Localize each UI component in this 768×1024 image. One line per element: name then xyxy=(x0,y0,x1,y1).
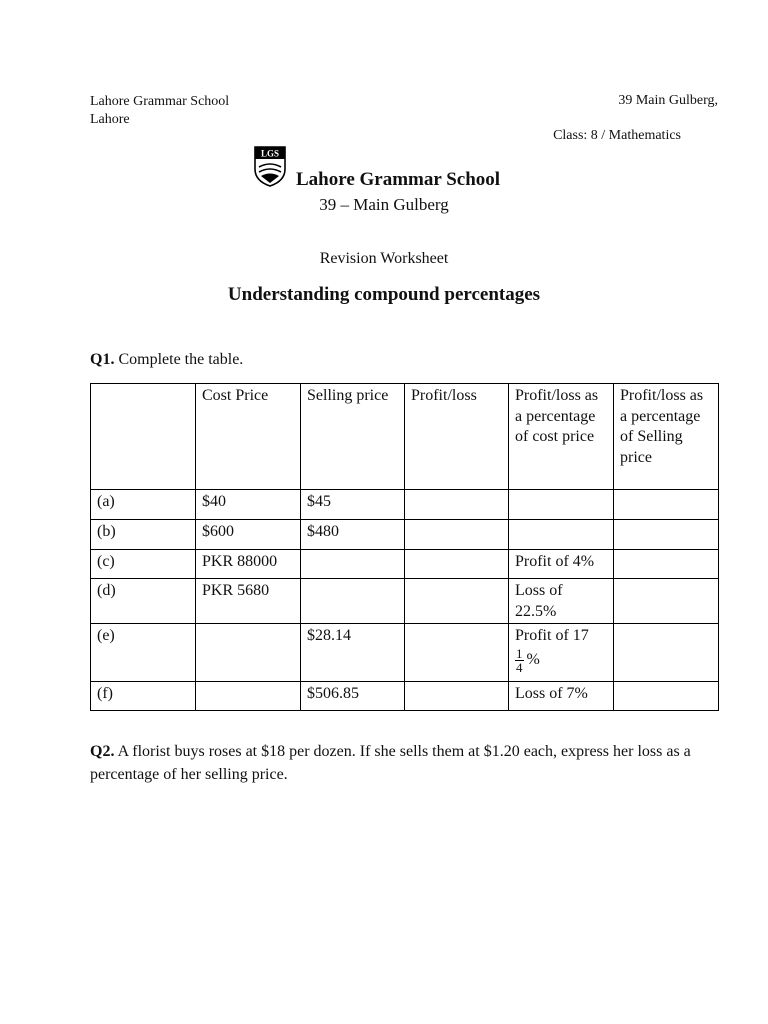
table-cell xyxy=(405,490,509,520)
table-cell: $506.85 xyxy=(301,682,405,711)
table-cell xyxy=(405,520,509,550)
table-cell: $40 xyxy=(196,490,301,520)
fraction-value xyxy=(515,647,607,674)
fraction xyxy=(515,647,524,674)
table-cell: (a) xyxy=(91,490,196,520)
question-1 xyxy=(90,351,243,369)
profit-loss-table xyxy=(90,383,719,711)
school-name: Lahore Grammar School xyxy=(296,169,501,190)
table-cell xyxy=(614,520,719,550)
table-cell: PKR 5680 xyxy=(196,579,301,624)
table-cell xyxy=(405,682,509,711)
table-cell: PKR 88000 xyxy=(196,550,301,579)
header-cell: Profit/loss as a percentage of Selling price xyxy=(614,384,719,490)
table-cell xyxy=(614,682,719,711)
table-cell xyxy=(614,490,719,520)
header-cell xyxy=(91,384,196,490)
table-cell: $28.14 xyxy=(301,624,405,682)
table-header-row xyxy=(91,384,719,490)
table-row xyxy=(91,490,719,520)
table-cell xyxy=(509,624,614,682)
header-cell: Profit/loss as a percentage of cost price xyxy=(509,384,614,490)
logo-text: LGS xyxy=(260,148,280,159)
table-cell xyxy=(405,550,509,579)
table-row xyxy=(91,624,719,682)
header-school-name: Lahore Grammar School xyxy=(90,94,230,109)
table-cell xyxy=(614,550,719,579)
table-cell: Profit of 4% xyxy=(509,550,614,579)
table-cell xyxy=(509,520,614,550)
table-cell xyxy=(301,550,405,579)
class-info: Class: 8 / Mathematics xyxy=(553,128,681,143)
fraction-suffix: % xyxy=(526,650,540,668)
table-cell xyxy=(405,579,509,624)
table-cell: Loss of 7% xyxy=(509,682,614,711)
header-cell: Cost Price xyxy=(196,384,301,490)
table-cell xyxy=(196,682,301,711)
header-address: 39 Main Gulberg, xyxy=(618,93,718,108)
table-cell xyxy=(614,624,719,682)
question-2-text: A florist buys roses at $18 per dozen. If she sells them at $1.20 each, express her loss as a percentage of her selling price. xyxy=(90,743,691,783)
school-crest-icon xyxy=(253,145,287,187)
worksheet-title: Understanding compound percentages xyxy=(227,284,541,305)
table-row xyxy=(91,520,719,550)
question-2 xyxy=(90,740,710,786)
table-cell: $45 xyxy=(301,490,405,520)
table-cell: (c) xyxy=(91,550,196,579)
table-cell: (f) xyxy=(91,682,196,711)
table-cell xyxy=(301,579,405,624)
header-cell: Profit/loss xyxy=(405,384,509,490)
question-1-number: Q1. xyxy=(90,351,115,368)
header-cell: Selling price xyxy=(301,384,405,490)
question-2-number: Q2. xyxy=(90,743,115,760)
header-left xyxy=(90,93,229,129)
table-row xyxy=(91,550,719,579)
fraction-denominator: 4 xyxy=(516,659,523,675)
table-cell: Loss of 22.5% xyxy=(509,579,614,624)
profit-text: Profit of 17 xyxy=(515,627,589,644)
table-cell: (d) xyxy=(91,579,196,624)
table-cell: (e) xyxy=(91,624,196,682)
table-cell xyxy=(614,579,719,624)
worksheet-label: Revision Worksheet xyxy=(319,250,449,267)
table-cell xyxy=(405,624,509,682)
table-cell xyxy=(196,624,301,682)
header-city: Lahore xyxy=(90,112,130,127)
table-row xyxy=(91,579,719,624)
table-cell: (b) xyxy=(91,520,196,550)
table-cell: $480 xyxy=(301,520,405,550)
school-address: 39 – Main Gulberg xyxy=(319,195,449,214)
fraction-numerator: 1 xyxy=(516,645,523,661)
table-cell xyxy=(509,490,614,520)
question-1-text: Complete the table. xyxy=(114,351,244,368)
table-cell: $600 xyxy=(196,520,301,550)
table-row xyxy=(91,682,719,711)
